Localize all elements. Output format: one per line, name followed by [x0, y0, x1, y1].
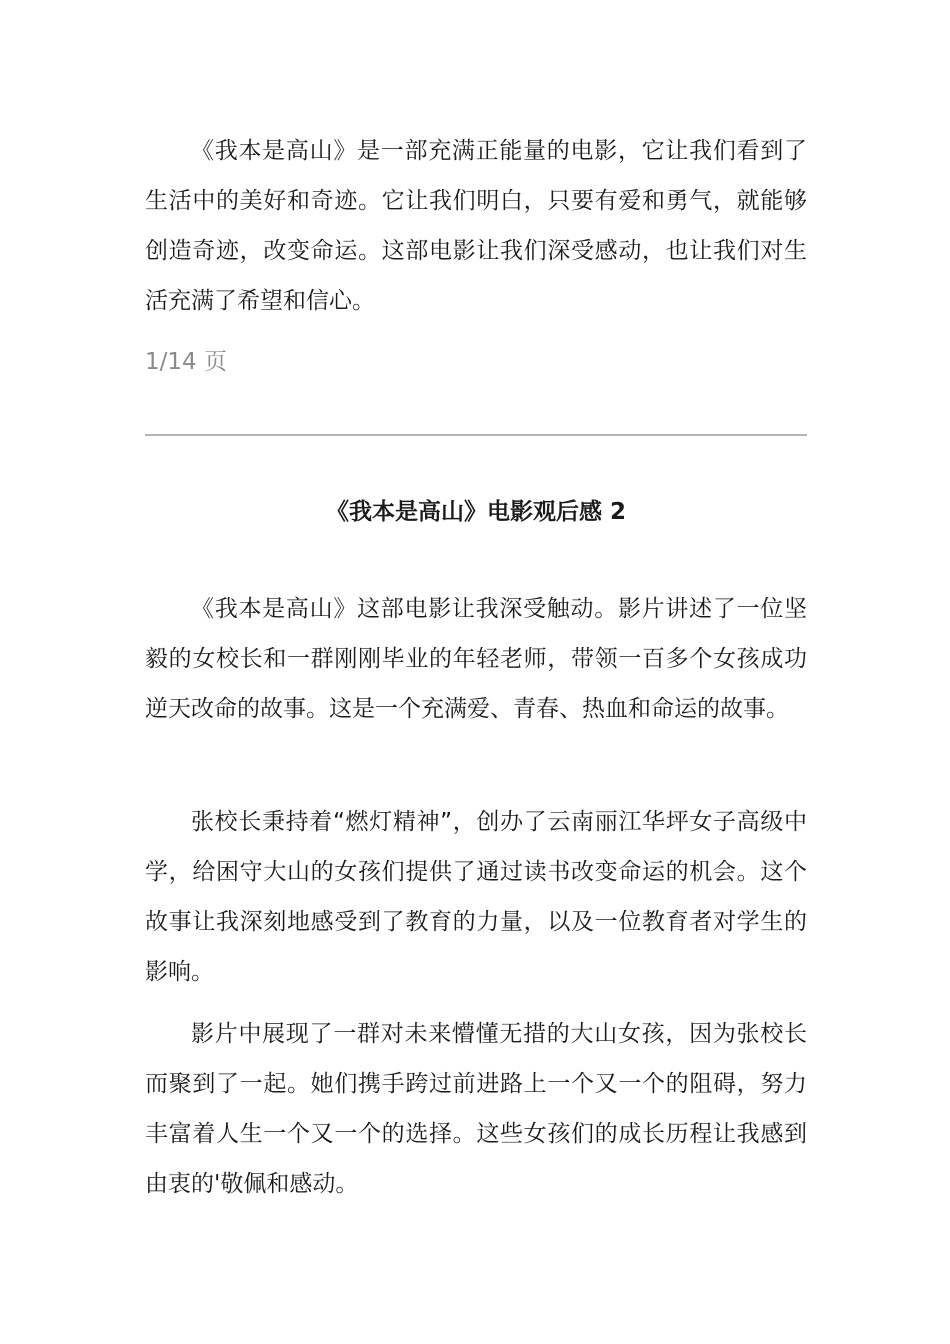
- body-paragraph-1: 《我本是高山》这部电影让我深受触动。影片讲述了一位坚毅的女校长和一群刚刚毕业的年轻老师，带领一百多个女孩成功逆天改命的故事。这是一个充满爱、青春、热血和命运的故事。: [145, 596, 807, 722]
- section-title: 《我本是高山》电影观后感 2: [325, 499, 626, 525]
- body-paragraph-2: 张校长秉持着“燃灯精神”，创办了云南丽江华坪女子高级中学，给困守大山的女孩们提供了通过读书改变命运的机会。这个故事让我深刻地感受到了教育的力量，以及一位教育者对学生的影响。: [145, 809, 807, 985]
- intro-paragraph: 《我本是高山》是一部充满正能量的电影，它让我们看到了生活中的美好和奇迹。它让我们明白，只要有爱和勇气，就能够创造奇迹，改变命运。这部电影让我们深受感动，也让我们对生活充满了希望和信心。: [145, 138, 807, 314]
- page-indicator: 1/14 页: [145, 349, 227, 375]
- body-paragraph-3: 影片中展现了一群对未来懵懂无措的大山女孩，因为张校长而聚到了一起。她们携手跨过前进路上一个又一个的阻碍，努力丰富着人生一个又一个的选择。这些女孩们的成长历程让我感到由衷的'敬佩和感动。: [145, 1021, 807, 1197]
- page-divider: [145, 434, 807, 436]
